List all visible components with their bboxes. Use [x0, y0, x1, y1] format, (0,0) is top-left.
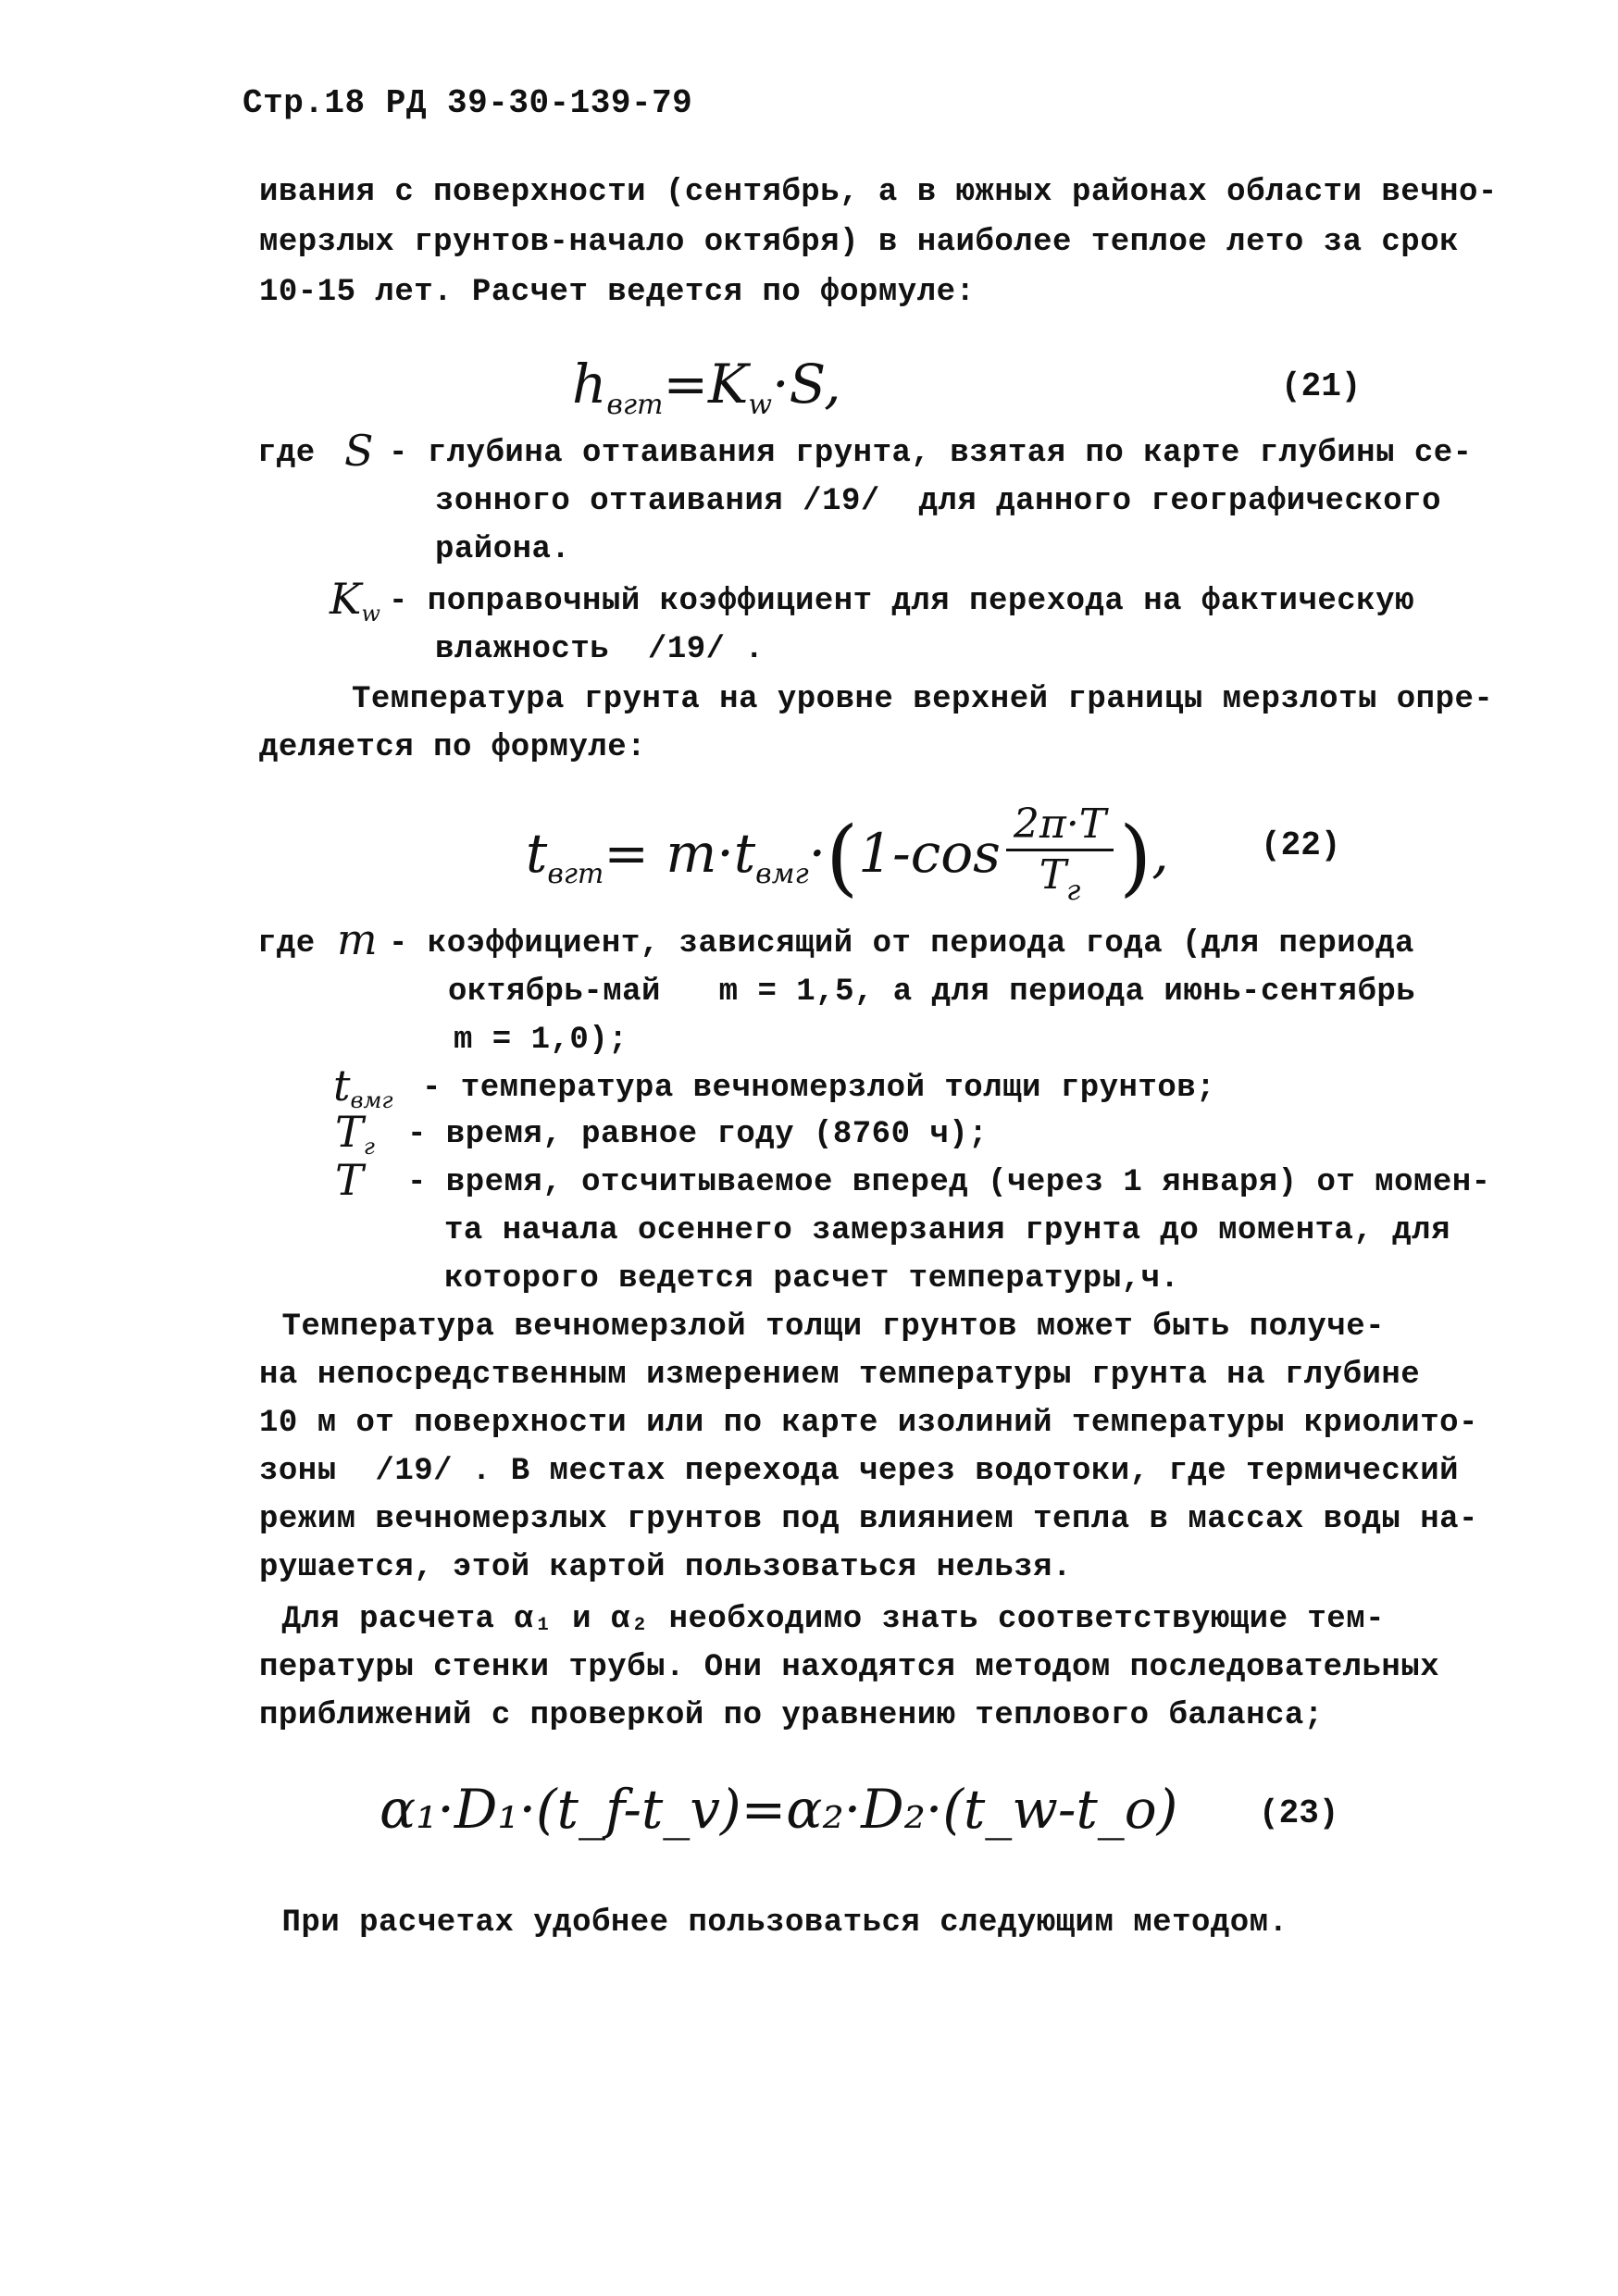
- def-t-line-3: которого ведется расчет температуры,ч.: [444, 1261, 1180, 1297]
- formula-22-mid-tail: ·: [808, 822, 827, 885]
- def-m-line-2: октябрь-май m = 1,5, а для периода июнь-сентябрь: [448, 974, 1416, 1010]
- def-kw-line-1: - поправочный коэффициент для перехода на фактическую: [389, 584, 1414, 619]
- def-m-label: где: [257, 926, 316, 962]
- formula-21-lhs-sub: вгт: [606, 389, 664, 421]
- def-kw-symbol: $K_w$: [330, 574, 380, 627]
- formula-22-fraction: [1006, 802, 1114, 913]
- para3-line-3: 10 м от поверхности или по карте изолиний температуры криолито-: [259, 1406, 1478, 1441]
- def-s-line-2: зонного оттаивания /19/ для данного географического: [435, 484, 1441, 519]
- para4-line-2: пературы стенки трубы. Они находятся методом последовательных: [259, 1650, 1440, 1685]
- def-t-line-1: - время, отсчитываемое вперед (через 1 января) от момен-: [407, 1165, 1491, 1200]
- closing-line: При расчетах удобнее пользоваться следующим методом.: [185, 1905, 1288, 1941]
- para2-line-1: Температура грунта на уровне верхней границы мерзлоты опре-: [352, 682, 1494, 717]
- formula-23: α₁·D₁·(t_f-t_v)=α₂·D₂·(t_w-t_o): [380, 1778, 1178, 1841]
- def-m-symbol: m: [337, 914, 378, 964]
- para3-line-5: режим вечномерзлых грунтов под влиянием тепла в массах воды на-: [259, 1502, 1478, 1537]
- formula-22-paren-close: ): [1119, 808, 1152, 906]
- def-t-line-2: та начала осеннего замерзания грунта до момента, для: [444, 1213, 1450, 1248]
- formula-21-number: (21): [1281, 367, 1362, 405]
- formula-22-lhs: t: [526, 822, 548, 885]
- def-tg-symbol: $T_г$: [335, 1107, 375, 1160]
- formula-21-rhs-tail: ·S,: [772, 353, 841, 416]
- para1-line-1: ивания с поверхности (сентябрь, а в южных районах области вечно-: [259, 175, 1498, 210]
- formula-21-rhs-sub: w: [748, 389, 773, 421]
- para4-line-3: приближений с проверкой по уравнению теплового баланса;: [259, 1698, 1324, 1733]
- formula-22-paren-open: (: [826, 808, 859, 906]
- def-tg-line-1: - время, равное году (8760 ч);: [407, 1117, 989, 1152]
- formula-22-lhs-sub: вгт: [547, 858, 604, 890]
- para4-line-1: Для расчета α₁ и α₂ необходимо знать соответствующие тем-: [185, 1602, 1386, 1637]
- formula-21: [572, 352, 841, 438]
- para3-line-2: на непосредственным измерением температуры грунта на глубине: [259, 1358, 1421, 1393]
- formula-22-inner: 1-cos: [858, 822, 1001, 885]
- def-s-label: где: [257, 436, 316, 471]
- para1-line-2: мерзлых грунтов-начало октября) в наиболее теплое лето за срок: [259, 225, 1460, 260]
- def-tvmg-line-1: - температура вечномерзлой толщи грунтов;: [422, 1071, 1216, 1106]
- page-header: Стр.18 РД 39-30-139-79: [243, 84, 693, 122]
- formula-23-number: (23): [1259, 1794, 1339, 1832]
- formula-22-mid-sub: вмг: [755, 858, 809, 890]
- def-t-symbol: T: [335, 1155, 364, 1205]
- def-m-line-1: - коэффициент, зависящий от периода года (для периода: [389, 926, 1414, 962]
- formula-21-lhs: h: [572, 353, 607, 416]
- formula-22: [526, 798, 1169, 909]
- def-s-symbol: S: [344, 426, 374, 476]
- def-kw-line-2: влажность /19/ .: [435, 632, 765, 667]
- formula-21-rhs: =K: [663, 353, 749, 416]
- para2-line-2: деляется по формуле:: [259, 730, 647, 765]
- def-m-line-3: m = 1,0);: [454, 1023, 629, 1058]
- para3-line-4: зоны /19/ . В местах перехода через водотоки, где термический: [259, 1454, 1460, 1489]
- para3-line-6: рушается, этой картой пользоваться нельзя.: [259, 1550, 1072, 1585]
- formula-22-number: (22): [1261, 826, 1341, 864]
- formula-22-comma: ,: [1151, 822, 1169, 885]
- formula-22-mid: = m·t: [604, 822, 756, 885]
- def-tvmg-symbol: $t_{вмг}$: [333, 1061, 393, 1113]
- def-s-line-3: района.: [435, 532, 571, 567]
- def-s-line-1: - глубина оттаивания грунта, взятая по карте глубины се-: [389, 436, 1473, 471]
- para3-line-1: Температура вечномерзлой толщи грунтов может быть получе-: [185, 1309, 1386, 1345]
- formula-22-frac-num: 2π·T: [1006, 802, 1114, 851]
- para1-line-3: 10-15 лет. Расчет ведется по формуле:: [259, 275, 976, 310]
- formula-22-frac-den: $T_г$: [1039, 850, 1081, 907]
